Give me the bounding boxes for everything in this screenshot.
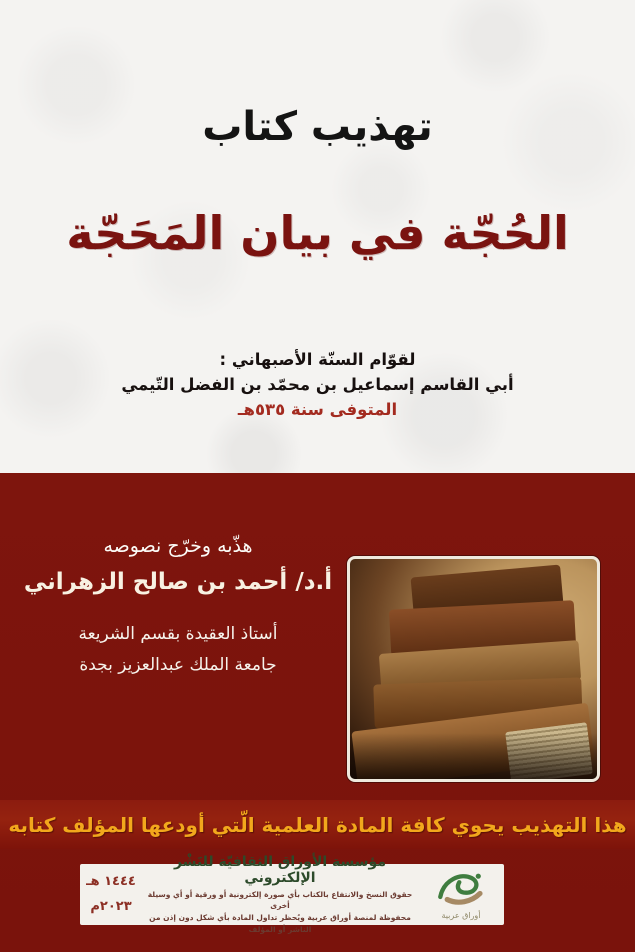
publisher-logo-icon	[435, 871, 487, 909]
rights-line2: محفوظة لمنصة أوراق عربية ويُحظر تداول المادة بأي شكل دون إذن من الناشر أو المؤلف	[149, 913, 411, 934]
slogan-banner	[0, 800, 635, 849]
publication-years	[80, 870, 142, 919]
rights-line1: حقوق النسخ والانتفاع بالكتاب بأي صورة إلكترونية أو ورقية أو أي وسيلة أخرى	[147, 889, 413, 911]
rights-notice	[144, 889, 416, 936]
publisher-logo-text: أوراق عربية	[441, 911, 481, 920]
editor-intro: هذّبه وخرّج نصوصه	[103, 535, 253, 557]
publisher-logo	[418, 869, 504, 920]
books-photo	[347, 556, 600, 782]
slogan-text: هذا التهذيب يحوي كافة المادة العلمية الّتي أودعها المؤلف كتابه	[8, 812, 627, 837]
publisher-info	[142, 854, 418, 936]
bottom-section	[0, 473, 635, 952]
top-section	[0, 0, 635, 473]
author-death-date: المتوفى سنة ٥٣٥هـ	[237, 399, 398, 419]
year-gregorian: ٢٠٢٣م	[90, 898, 132, 914]
editor-name: أ.د/ أحمد بن صالح الزهراني	[23, 569, 333, 595]
editor-role-line2: جامعة الملك عبدالعزيز بجدة	[79, 655, 277, 676]
photo-shadow	[350, 733, 597, 779]
publisher-name: مؤسسة الأوراق الثقافيّة للنَشْر الإلكتروني	[174, 853, 386, 886]
editor-block	[18, 535, 338, 679]
series-title: تهذيب كتاب	[202, 104, 433, 150]
publisher-footer	[80, 853, 504, 934]
editor-role-line1: أستاذ العقيدة بقسم الشريعة	[78, 624, 278, 644]
author-honorific: لقوّام السنّة الأصبهاني :	[219, 350, 416, 369]
author-full-name: أبي القاسم إسماعيل بن محمّد بن الفضل التّيمي	[121, 374, 514, 394]
main-title: الحُجّة في بيان المَحَجّة	[66, 206, 569, 260]
year-hijri: ١٤٤٤ هـ	[86, 873, 136, 889]
author-block	[0, 348, 635, 422]
